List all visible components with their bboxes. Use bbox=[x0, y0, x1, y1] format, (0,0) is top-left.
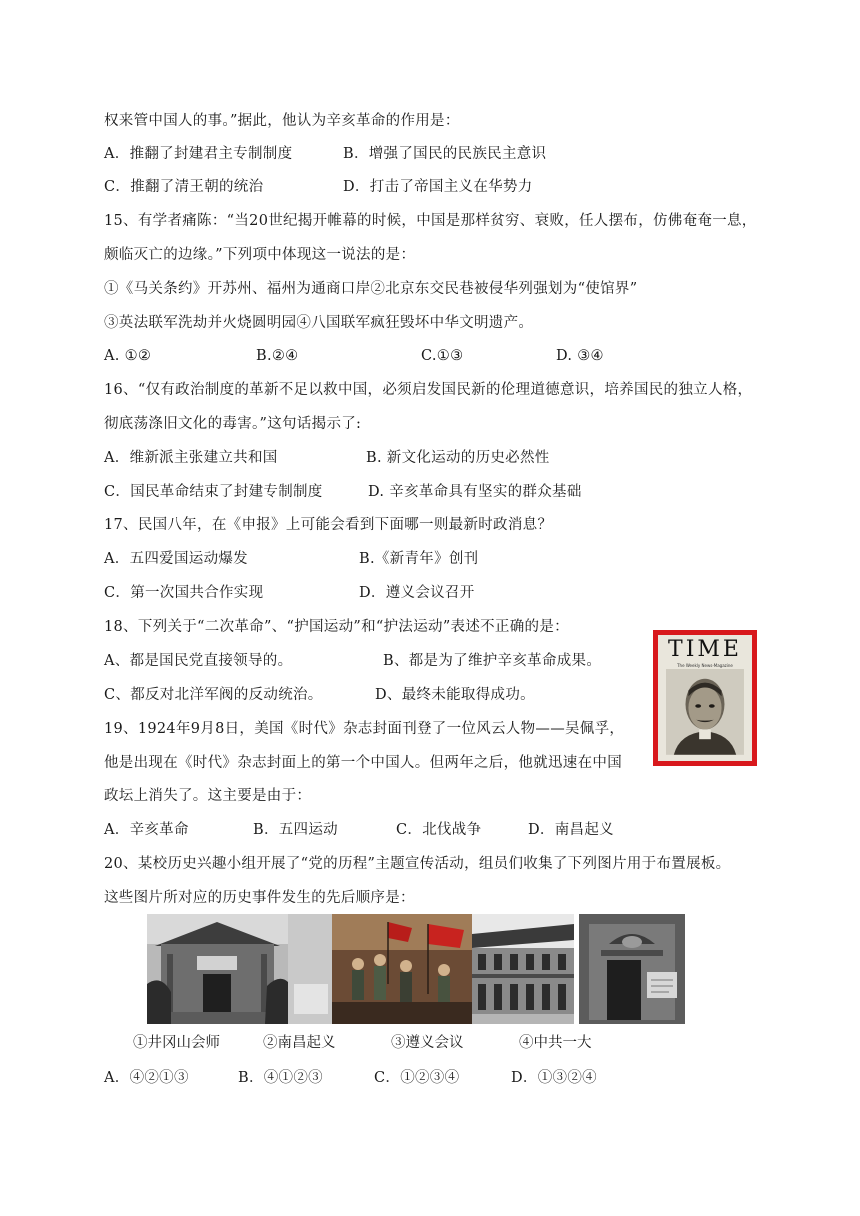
q19-stem-line3: 政坛上消失了。这主要是由于： bbox=[104, 788, 312, 804]
q14-option-a[interactable]: A．推翻了封建君主专制制度 bbox=[104, 146, 293, 162]
q20-caption-3: ③遵义会议 bbox=[391, 1035, 464, 1051]
q17-option-d[interactable]: D．遵义会议召开 bbox=[359, 585, 475, 601]
zunyi-meeting-site-photo bbox=[472, 914, 574, 1024]
q15-option-c[interactable]: C.①③ bbox=[421, 348, 464, 364]
q19-stem-line1: 19、1924年9月8日，美国《时代》杂志封面刊登了一位风云人物——吴佩孚， bbox=[104, 721, 625, 737]
q16-option-a[interactable]: A．维新派主张建立共和国 bbox=[104, 450, 278, 466]
q14-option-b[interactable]: B．增强了国民的民族民主意识 bbox=[343, 146, 547, 162]
q15-item-2: ③英法联军洗劫并火烧圆明园④八国联军疯狂毁坏中华文明遗产。 bbox=[104, 315, 534, 331]
q20-caption-1: ①井冈山会师 bbox=[133, 1035, 220, 1051]
q15-item-1: ①《马关条约》开苏州、福州为通商口岸②北京东交民巷被侵华列强划为“使馆界” bbox=[104, 281, 638, 297]
q18-option-b[interactable]: B、都是为了维护辛亥革命成果。 bbox=[383, 653, 602, 669]
q15-stem-line2: 颇临灭亡的边缘。”下列项中体现这一说法的是： bbox=[104, 247, 416, 263]
q17-option-b[interactable]: B.《新青年》创刊 bbox=[359, 551, 479, 567]
q19-option-c[interactable]: C．北伐战争 bbox=[396, 822, 482, 838]
q18-option-d[interactable]: D、最终未能取得成功。 bbox=[375, 687, 535, 703]
q18-stem: 18、下列关于“二次革命”、“护国运动”和“护法运动”表述不正确的是： bbox=[104, 619, 569, 635]
q14-option-d[interactable]: D．打击了帝国主义在华势力 bbox=[343, 179, 533, 195]
q20-option-a[interactable]: A．④②①③ bbox=[104, 1070, 189, 1086]
q17-option-c[interactable]: C．第一次国共合作实现 bbox=[104, 585, 264, 601]
first-congress-site-photo bbox=[579, 914, 685, 1024]
q18-option-c[interactable]: C、都反对北洋军阀的反动统治。 bbox=[104, 687, 323, 703]
q18-option-a[interactable]: A、都是国民党直接领导的。 bbox=[104, 653, 293, 669]
q14-option-c[interactable]: C．推翻了清王朝的统治 bbox=[104, 179, 264, 195]
q17-option-a[interactable]: A．五四爱国运动爆发 bbox=[104, 551, 248, 567]
q19-option-b[interactable]: B．五四运动 bbox=[253, 822, 338, 838]
jinggangshan-photo bbox=[147, 914, 288, 1024]
time-subtitle: The Weekly News-Magazine bbox=[677, 663, 733, 668]
q14-stem-tail: 权来管中国人的事。”据此，他认为辛亥革命的作用是： bbox=[104, 113, 460, 129]
q16-option-b[interactable]: B. 新文化运动的历史必然性 bbox=[366, 450, 550, 466]
nanchang-uprising-painting bbox=[288, 914, 478, 1024]
time-logo: TIME bbox=[668, 637, 742, 662]
q16-stem-line2: 彻底荡涤旧文化的毒害。”这句话揭示了: bbox=[104, 416, 362, 432]
q20-option-b[interactable]: B．④①②③ bbox=[238, 1070, 323, 1086]
q20-option-c[interactable]: C．①②③④ bbox=[374, 1070, 460, 1086]
time-magazine-cover-image bbox=[653, 630, 757, 766]
q15-option-a[interactable]: A. ①② bbox=[104, 348, 152, 364]
portrait-illustration bbox=[666, 669, 744, 755]
q19-option-d[interactable]: D．南昌起义 bbox=[528, 822, 614, 838]
q16-option-c[interactable]: C．国民革命结束了封建专制制度 bbox=[104, 484, 323, 500]
q15-option-b[interactable]: B.②④ bbox=[256, 348, 299, 364]
q20-caption-4: ④中共一大 bbox=[519, 1035, 592, 1051]
q20-option-d[interactable]: D．①③②④ bbox=[511, 1070, 597, 1086]
q19-stem-line2: 他是出现在《时代》杂志封面上的第一个中国人。但两年之后，他就迅速在中国 bbox=[104, 755, 622, 771]
q20-caption-2: ②南昌起义 bbox=[263, 1035, 336, 1051]
q17-stem: 17、民国八年，在《申报》上可能会看到下面哪一则最新时政消息？ bbox=[104, 517, 553, 533]
q20-stem-line1: 20、某校历史兴趣小组开展了“党的历程”主题宣传活动，组员们收集了下列图片用于布置展板。 bbox=[104, 856, 731, 872]
q15-stem-line1: 15、有学者痛陈：“当20世纪揭开帷幕的时候，中国是那样贫穷、衰败，任人摆布，仿佛奄奄一息， bbox=[104, 213, 757, 229]
q16-stem-line1: 16、“仅有政治制度的革新不足以救中国，必须启发国民新的伦理道德意识，培养国民的独立人格， bbox=[104, 382, 753, 398]
q20-stem-line2: 这些图片所对应的历史事件发生的先后顺序是： bbox=[104, 890, 415, 906]
q15-option-d[interactable]: D. ③④ bbox=[556, 348, 604, 364]
q16-option-d[interactable]: D. 辛亥革命具有坚实的群众基础 bbox=[368, 484, 582, 500]
q19-option-a[interactable]: A．辛亥革命 bbox=[104, 822, 189, 838]
